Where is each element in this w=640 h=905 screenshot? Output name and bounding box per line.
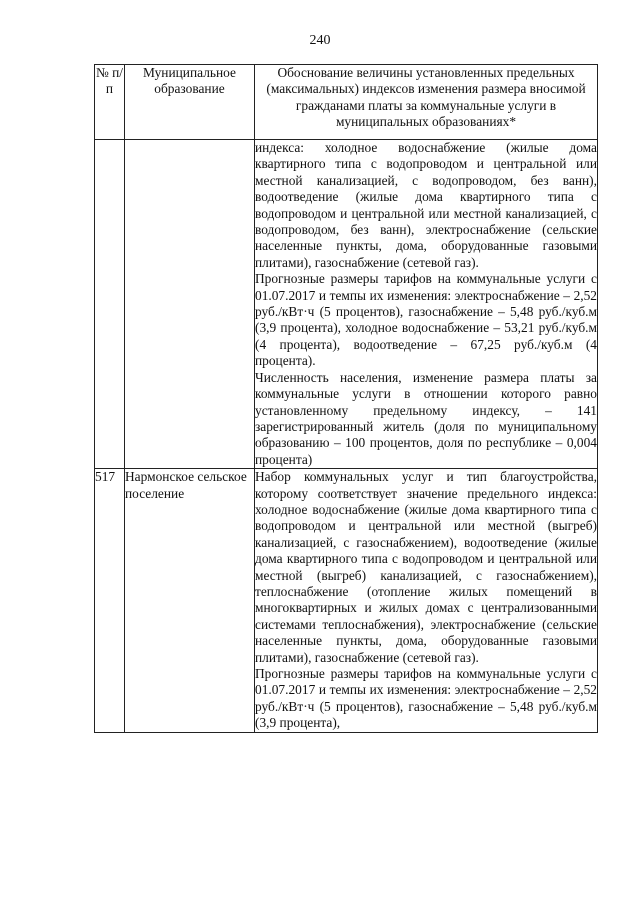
justification-paragraph: Прогнозные размеры тарифов на коммунальные услуги с 01.07.2017 и темпы их изменения: электроснабжение – 2,52 руб./кВт·ч (5 процентов), газоснабжение – 5,48 руб./куб.м (3,9 процента), холодное водоснабжение – 53,21 руб./куб.м (4 процента), водоотведение – 67,25 руб./куб.м (4 процента). xyxy=(255,271,597,369)
row-number xyxy=(95,140,125,469)
justification-paragraph: Численность населения, изменение размера платы за коммунальные услуги в отношении которого равно установленному предельному индексу, – 141 зарегистрированный житель (доля по муниципальному образованию – 100 процентов, доля по республике – 0,004 процента) xyxy=(255,369,597,467)
table-row xyxy=(95,140,598,469)
page-number: 240 xyxy=(309,33,331,48)
header-municipality: Муниципальное образование xyxy=(125,65,255,140)
table-header-row xyxy=(95,65,598,140)
justification-paragraph: Набор коммунальных услуг и тип благоустройства, которому соответствует значение предельного индекса: холодное водоснабжение (жилые дома квартирного типа с водопроводом и центральной или местной (выгреб) канализацией, с газоснабжением), водоотведение (жилые дома квартирного типа с водопроводом и центральной или местной (выгреб) канализацией, с газоснабжением), теплоснабжение (отопление жилых помещений в многоквартирных и жилых домах с централизованными системами теплоснабжения), электроснабжение (сельские населенные пункты, дома, оборудованные газовыми плитами), газоснабжение (сетевой газ). xyxy=(255,469,597,665)
tariff-justification-table xyxy=(94,64,598,733)
header-justification: Обоснование величины установленных предельных (максимальных) индексов изменения размера вносимой гражданами платы за коммунальные услуги в муниципальных образованиях* xyxy=(255,65,598,140)
table-row xyxy=(95,469,598,733)
header-number: № п/п xyxy=(95,65,125,140)
row-municipality: Нармонское сельское поселение xyxy=(125,469,255,733)
justification-paragraph: индекса: холодное водоснабжение (жилые дома квартирного типа с водопроводом и центральной или местной канализацией, с водопроводом, без ванн), водоотведение (жилые дома квартирного типа с водопроводом и центральной или местной канализацией, с водопроводом, без ванн), электроснабжение (сельские населенные пункты, дома, оборудованные газовыми плитами), газоснабжение (сетевой газ). xyxy=(255,140,597,270)
row-municipality xyxy=(125,140,255,469)
row-number: 517 xyxy=(95,469,125,733)
justification-paragraph: Прогнозные размеры тарифов на коммунальные услуги с 01.07.2017 и темпы их изменения: электроснабжение – 2,52 руб./кВт·ч (5 процентов), газоснабжение – 5,48 руб./куб.м (3,9 процента), xyxy=(255,666,597,731)
row-justification xyxy=(255,469,598,733)
row-justification xyxy=(255,140,598,469)
